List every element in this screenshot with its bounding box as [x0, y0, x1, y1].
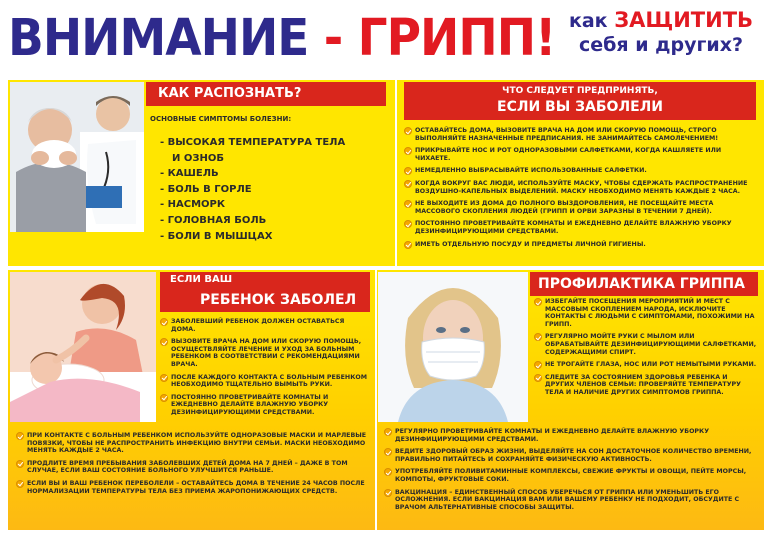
title-flu: ГРИПП!: [357, 8, 556, 68]
check-icon: [384, 428, 392, 436]
woman-mask-photo: [378, 272, 528, 422]
ifsick-heading: [404, 82, 756, 120]
poster-title: [8, 4, 556, 73]
list-item: ЕСЛИ ВЫ И ВАШ РЕБЕНОК ПЕРЕБОЛЕЛИ – ОСТАВАЙТЕСЬ ДОМА В ТЕЧЕНИЕ 24 ЧАСОВ ПОСЛЕ НОРМАЛИЗАЦИИ ТЕМПЕРАТУРЫ ТЕЛА БЕЗ ПРИЕМА ЖАРОПОНИЖАЮЩИХ СРЕДСТВ.: [16, 480, 368, 495]
check-icon: [534, 333, 542, 341]
list-item: КОГДА ВОКРУГ ВАС ЛЮДИ, ИСПОЛЬЗУЙТЕ МАСКУ, ЧТОБЫ СДЕРЖАТЬ РАСПРОСТРАНЕНИЕ ВОЗДУШНО-КАПЕЛЬНЫХ ВЫДЕЛЕНИЙ. МАСКУ НЕОБХОДИМО МЕНЯТЬ КАЖДЫЕ 2 ЧАСА.: [404, 180, 756, 195]
list-item: ПОСЛЕ КАЖДОГО КОНТАКТА С БОЛЬНЫМ РЕБЕНКОМ НЕОБХОДИМО ТЩАТЕЛЬНО ВЫМЫТЬ РУКИ.: [160, 374, 368, 389]
child-list-bottom: [16, 432, 368, 500]
check-icon: [404, 220, 412, 228]
list-item: СЛЕДИТЕ ЗА СОСТОЯНИЕМ ЗДОРОВЬЯ РЕБЕНКА И ДРУГИХ ЧЛЕНОВ СЕМЬИ: ПРОВЕРЯЙТЕ ТЕМПЕРАТУРУ ТЕЛА И НАЛИЧИЕ ДРУГИХ СИМПТОМОВ ГРИППА.: [534, 374, 758, 397]
check-icon: [384, 448, 392, 456]
symptom-item: - БОЛЬ В ГОРЛЕ: [160, 183, 252, 195]
symptom-item: - ГОЛОВНАЯ БОЛЬ: [160, 214, 267, 226]
prevention-list-bottom: [384, 428, 758, 516]
check-icon: [404, 147, 412, 155]
symptom-item: И ОЗНОБ: [172, 152, 224, 164]
recognize-heading: КАК РАСПОЗНАТЬ?: [146, 82, 386, 106]
poster-header: [0, 0, 772, 78]
symptom-item: - БОЛИ В МЫШЦАХ: [160, 230, 273, 242]
symptom-item: - НАСМОРК: [160, 199, 226, 211]
ifsick-heading-small: ЧТО СЛЕДУЕТ ПРЕДПРИНЯТЬ,: [502, 86, 658, 96]
symptom-item: - ВЫСОКАЯ ТЕМПЕРАТУРА ТЕЛА: [160, 137, 346, 148]
list-item: ИМЕТЬ ОТДЕЛЬНУЮ ПОСУДУ И ПРЕДМЕТЫ ЛИЧНОЙ ГИГИЕНЫ.: [404, 241, 756, 249]
check-icon: [404, 167, 412, 175]
check-icon: [160, 338, 168, 346]
check-icon: [160, 374, 168, 382]
check-icon: [534, 374, 542, 382]
list-item: ПРОДЛИТЕ ВРЕМЯ ПРЕБЫВАНИЯ ЗАБОЛЕВШИХ ДЕТЕЙ ДОМА НА 7 ДНЕЙ – ДАЖЕ В ТОМ СЛУЧАЕ, ЕСЛИ ВАШ СОСТОЯНИЕ БОЛЬНОГО УЛУЧШИТСЯ РАНЬШЕ.: [16, 460, 368, 475]
check-icon: [160, 394, 168, 402]
ifsick-heading-big: ЕСЛИ ВЫ ЗАБОЛЕЛИ: [497, 99, 663, 115]
list-item: УПОТРЕБЛЯЙТЕ ПОЛИВИТАМИННЫЕ КОМПЛЕКСЫ, СВЕЖИЕ ФРУКТЫ И ОВОЩИ, ПЕЙТЕ МОРСЫ, КОМПОТЫ, ФРУКТОВЫЕ СОКИ.: [384, 468, 758, 483]
check-icon: [534, 361, 542, 369]
child-heading-big: РЕБЕНОК ЗАБОЛЕЛ: [160, 288, 370, 312]
subtitle-line2: себя и других?: [578, 34, 743, 56]
list-item: НЕ ТРОГАЙТЕ ГЛАЗА, НОС ИЛИ РОТ НЕМЫТЫМИ РУКАМИ.: [534, 361, 758, 369]
list-item: ПРИКРЫВАЙТЕ НОС И РОТ ОДНОРАЗОВЫМИ САЛФЕТКАМИ, КОГДА КАШЛЯЕТЕ ИЛИ ЧИХАЕТЕ.: [404, 147, 756, 162]
check-icon: [534, 298, 542, 306]
list-item: ПОСТОЯННО ПРОВЕТРИВАЙТЕ КОМНАТЫ И ЕЖЕДНЕВНО ДЕЛАЙТЕ ВЛАЖНУЮ УБОРКУ ДЕЗИНФИЦИРУЮЩИМИ СРЕДСТВАМИ.: [404, 220, 756, 235]
check-icon: [404, 180, 412, 188]
list-item: ПОСТОЯННО ПРОВЕТРИВАЙТЕ КОМНАТЫ И ЕЖЕДНЕВНО ДЕЛАЙТЕ ВЛАЖНУЮ УБОРКУ ДЕЗИНФИЦИРУЮЩИМИ СРЕДСТВАМИ.: [160, 394, 368, 417]
subtitle-accent: ЗАЩИТИТЬ: [614, 8, 754, 32]
subtitle-prefix: как: [568, 10, 615, 32]
child-list-right: [160, 318, 368, 422]
list-item: ПРИ КОНТАКТЕ С БОЛЬНЫМ РЕБЕНКОМ ИСПОЛЬЗУЙТЕ ОДНОРАЗОВЫЕ МАСКИ И МАРЛЕВЫЕ ПОВЯЗКИ, ЧТОБЫ НЕ РАСПРОСТРАНИТЬ ИНФЕКЦИЮ ВНУТРИ СЕМЬИ. МАСКИ НЕОБХОДИМО МЕНЯТЬ КАЖДЫЕ 2 ЧАСА.: [16, 432, 368, 455]
check-icon: [384, 489, 392, 497]
title-dash: -: [308, 8, 358, 68]
symptom-item: - КАШЕЛЬ: [160, 168, 219, 180]
check-icon: [16, 432, 24, 440]
list-item: ОСТАВАЙТЕСЬ ДОМА, ВЫЗОВИТЕ ВРАЧА НА ДОМ ИЛИ СКОРУЮ ПОМОЩЬ, СТРОГО ВЫПОЛНЯЙТЕ НАЗНАЧЕННЫЕ ПРЕДПИСАНИЯ. НЕ ЗАНИМАЙТЕСЬ САМОЛЕЧЕНИЕМ!: [404, 127, 756, 142]
check-icon: [404, 200, 412, 208]
list-item: ИЗБЕГАЙТЕ ПОСЕЩЕНИЯ МЕРОПРИЯТИЙ И МЕСТ С МАССОВЫМ СКОПЛЕНИЕМ НАРОДА, ИСКЛЮЧИТЕ КОНТАКТЫ С ЛЮДЬМИ С СИМПТОМАМИ, ПОХОЖИМИ НА ГРИПП.: [534, 298, 758, 328]
list-item: ВАКЦИНАЦИЯ – ЕДИНСТВЕННЫЙ СПОСОБ УБЕРЕЧЬСЯ ОТ ГРИППА ИЛИ УМЕНЬШИТЬ ЕГО ОСЛОЖНЕНИЯ. ЕСЛИ ВАКЦИНАЦИЯ ВАМ ИЛИ ВАШЕМУ РЕБЕНКУ НЕ ПОДХОДИТ, ОБСУДИТЕ С ВРАЧОМ АЛЬТЕРНАТИВНЫЕ СПОСОБЫ ЗАЩИТЫ.: [384, 489, 758, 512]
check-icon: [160, 318, 168, 326]
list-item: ВЕДИТЕ ЗДОРОВЫЙ ОБРАЗ ЖИЗНИ, ВЫДЕЛЯЙТЕ НА СОН ДОСТАТОЧНОЕ КОЛИЧЕСТВО ВРЕМЕНИ, ПРАВИЛЬНО ПИТАЙТЕСЬ И СОХРАНЯЙТЕ ФИЗИЧЕСКУЮ АКТИВНОСТЬ.: [384, 448, 758, 463]
doctor-patient-photo: [10, 82, 144, 232]
list-item: НЕ ВЫХОДИТЕ ИЗ ДОМА ДО ПОЛНОГО ВЫЗДОРОВЛЕНИЯ, НЕ ПОСЕЩАЙТЕ МЕСТА МАССОВОГО СКОПЛЕНИЯ ЛЮДЕЙ (ГРИПП И ОРВИ ЗАРАЗНЫ В ТЕЧЕНИИ 7 ДНЕЙ).: [404, 200, 756, 215]
check-icon: [404, 241, 412, 249]
prevention-heading: ПРОФИЛАКТИКА ГРИППА: [530, 272, 758, 296]
list-item: РЕГУЛЯРНО МОЙТЕ РУКИ С МЫЛОМ ИЛИ ОБРАБАТЫВАЙТЕ ДЕЗИНФИЦИРУЮЩИМИ САЛФЕТКАМИ, СОДЕРЖАЩИМИ СПИРТ.: [534, 333, 758, 356]
title-attention: ВНИМАНИЕ: [8, 8, 309, 68]
check-icon: [16, 480, 24, 488]
list-item: НЕМЕДЛЕННО ВЫБРАСЫВАЙТЕ ИСПОЛЬЗОВАННЫЕ САЛФЕТКИ.: [404, 167, 756, 175]
symptoms-intro: ОСНОВНЫЕ СИМПТОМЫ БОЛЕЗНИ:: [150, 115, 292, 123]
ifsick-list: [404, 127, 756, 253]
poster-subtitle: [556, 8, 766, 57]
check-icon: [384, 468, 392, 476]
mother-child-photo: [10, 272, 156, 422]
list-item: ЗАБОЛЕВШИЙ РЕБЕНОК ДОЛЖЕН ОСТАВАТЬСЯ ДОМА.: [160, 318, 368, 333]
child-heading-small: ЕСЛИ ВАШ: [160, 272, 370, 288]
symptoms-list: [160, 135, 345, 244]
list-item: РЕГУЛЯРНО ПРОВЕТРИВАЙТЕ КОМНАТЫ И ЕЖЕДНЕВНО ДЕЛАЙТЕ ВЛАЖНУЮ УБОРКУ ДЕЗИНФИЦИРУЮЩИМИ СРЕДСТВАМИ.: [384, 428, 758, 443]
list-item: ВЫЗОВИТЕ ВРАЧА НА ДОМ ИЛИ СКОРУЮ ПОМОЩЬ, ОСУЩЕСТВЛЯЙТЕ ЛЕЧЕНИЕ И УХОД ЗА БОЛЬНЫМ РЕБЕНКОМ В СООТВЕТСТВИИ С РЕКОМЕНДАЦИЯМИ ВРАЧА.: [160, 338, 368, 368]
prevention-list-right: [534, 298, 758, 402]
check-icon: [16, 460, 24, 468]
check-icon: [404, 127, 412, 135]
